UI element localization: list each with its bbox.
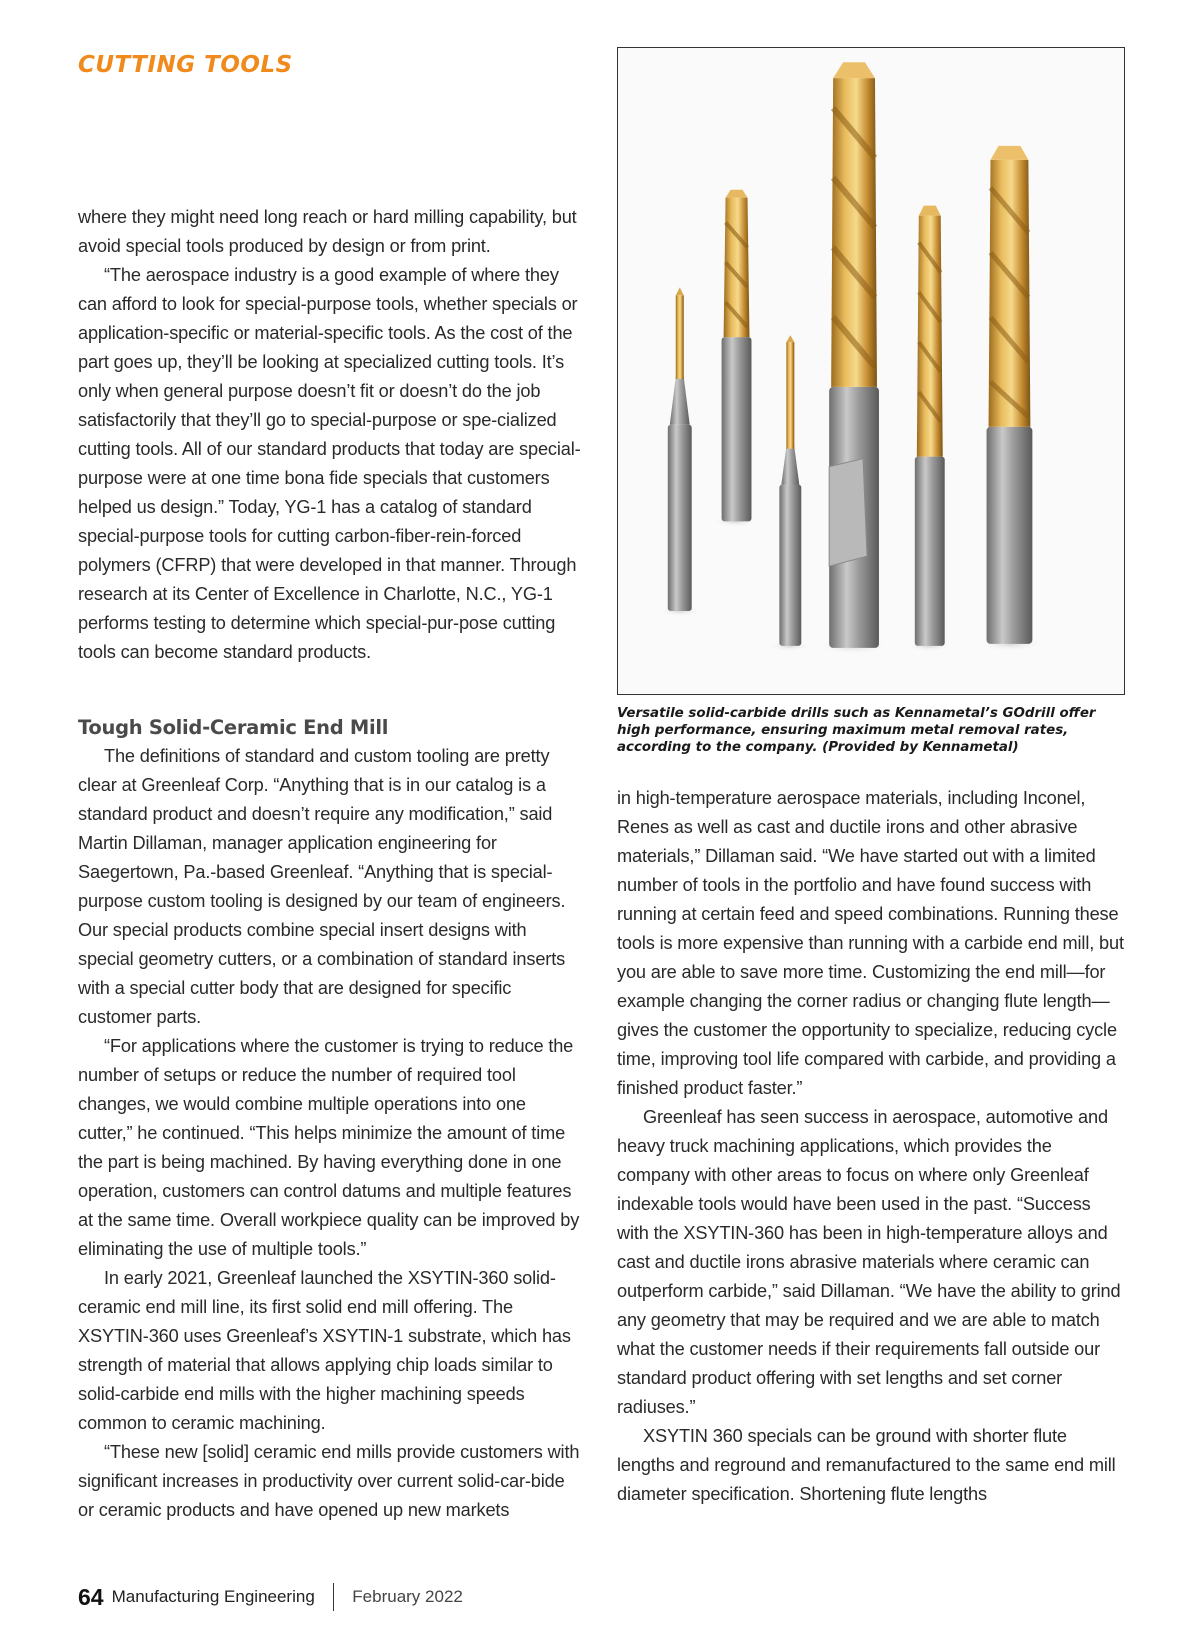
article-column-left-top [78, 203, 584, 667]
paragraph: “These new [solid] ceramic end mills provide customers with significant increases in productivity over current solid-car-bide or ceramic products and have opened up new markets [78, 1442, 580, 1520]
paragraph: Greenleaf has seen success in aerospace, automotive and heavy truck machining applications, which provides the company with other areas to focus on where only Greenleaf indexable tools would have been used in the past. “Success with the XSYTIN-360 has been in high-temperature alloys and cast and ductile irons abrasive materials where ceramic can outperform carbide,” said Dillaman. “We have the ability to grind any geometry that may be required and we are able to match what the customer needs if their requirements fall outside our standard product offering with set lengths and set corner radiuses.” [617, 1107, 1121, 1417]
paragraph: “For applications where the customer is trying to reduce the number of setups or reduce the number of required tool changes, we would combine multiple operations into one cutter,” he continued. “This helps minimize the amount of time the part is being machined. By having everything done in one operation, customers can control datums and multiple features at the same time. Overall workpiece quality can be improved by eliminating the use of multiple tools.” [78, 1036, 580, 1259]
page-footer [78, 1580, 463, 1614]
paragraph: “The aerospace industry is a good example of where they can afford to look for special-purpose tools, whether specials or application-specific or material-specific tools. As the cost of the part goes up, they’ll be looking at specialized cutting tools. It’s only when general purpose doesn’t fit or doesn’t do the job satisfactorily that they’ll go to special-purpose or spe-cialized cutting tools. All of our standard products that today are special-purpose were at one time bona fide specials that customers helped us design.” Today, YG-1 has a catalog of standard special-purpose tools for cutting carbon-fiber-rein-forced polymers (CFRP) that were developed in that manner. Through research at its Center of Excellence in Charlotte, N.C., YG-1 performs testing to determine which special-pur-pose cutting tools can become standard products. [78, 265, 581, 662]
section-header: CUTTING TOOLS [78, 52, 293, 78]
issue-date: February 2022 [352, 1587, 463, 1606]
paragraph: The definitions of standard and custom tooling are pretty clear at Greenleaf Corp. “Anything that is in our catalog is a standard product and doesn’t require any modification,” said Martin Dillaman, manager application engineering for Saegertown, Pa.-based Greenleaf. “Anything that is special-purpose custom tooling is designed by our team of engineers. Our special products combine special insert designs with special geometry cutters, or a combination of standard inserts with a special cutter body that are designed for specific customer parts. [78, 746, 566, 1027]
footer-divider [333, 1583, 335, 1611]
subheading: Tough Solid-Ceramic End Mill [78, 716, 389, 739]
article-column-right [617, 784, 1127, 1509]
drill-bits-illustration [618, 48, 1124, 694]
paragraph: where they might need long reach or hard milling capability, but avoid special tools produced by design or from print. [78, 207, 577, 256]
drill-photo [617, 47, 1125, 695]
paragraph: In early 2021, Greenleaf launched the XSYTIN-360 solid-ceramic end mill line, its first solid end mill offering. The XSYTIN-360 uses Greenleaf’s XSYTIN-1 substrate, which has strength of material that allows applying chip loads similar to solid-carbide end mills with the higher machining speeds common to ceramic machining. [78, 1268, 571, 1433]
figure-caption: Versatile solid-carbide drills such as Kennametal’s GOdrill offer high performance, ensuring maximum metal removal rates, according to the company. (Provided by Kennametal) [617, 706, 1096, 755]
publication-name: Manufacturing Engineering [111, 1587, 315, 1606]
paragraph: in high-temperature aerospace materials, including Inconel, Renes as well as cast and ductile irons and other abrasive materials,” Dillaman said. “We have started out with a limited number of tools in the portfolio and have found success with running at certain feed and speed combinations. Running these tools is more expensive than running with a carbide end mill, but you are able to save more time. Customizing the end mill—for example changing the corner radius or changing flute length—gives the customer the opportunity to specialize, reducing cycle time, improving tool life compared with carbide, and providing a finished product faster.” [617, 788, 1124, 1098]
page-number: 64 [78, 1583, 104, 1610]
paragraph: XSYTIN 360 specials can be ground with shorter flute lengths and reground and remanufactured to the same end mill diameter specification. Shortening flute lengths [617, 1426, 1116, 1504]
article-column-left-bottom [78, 713, 584, 1525]
